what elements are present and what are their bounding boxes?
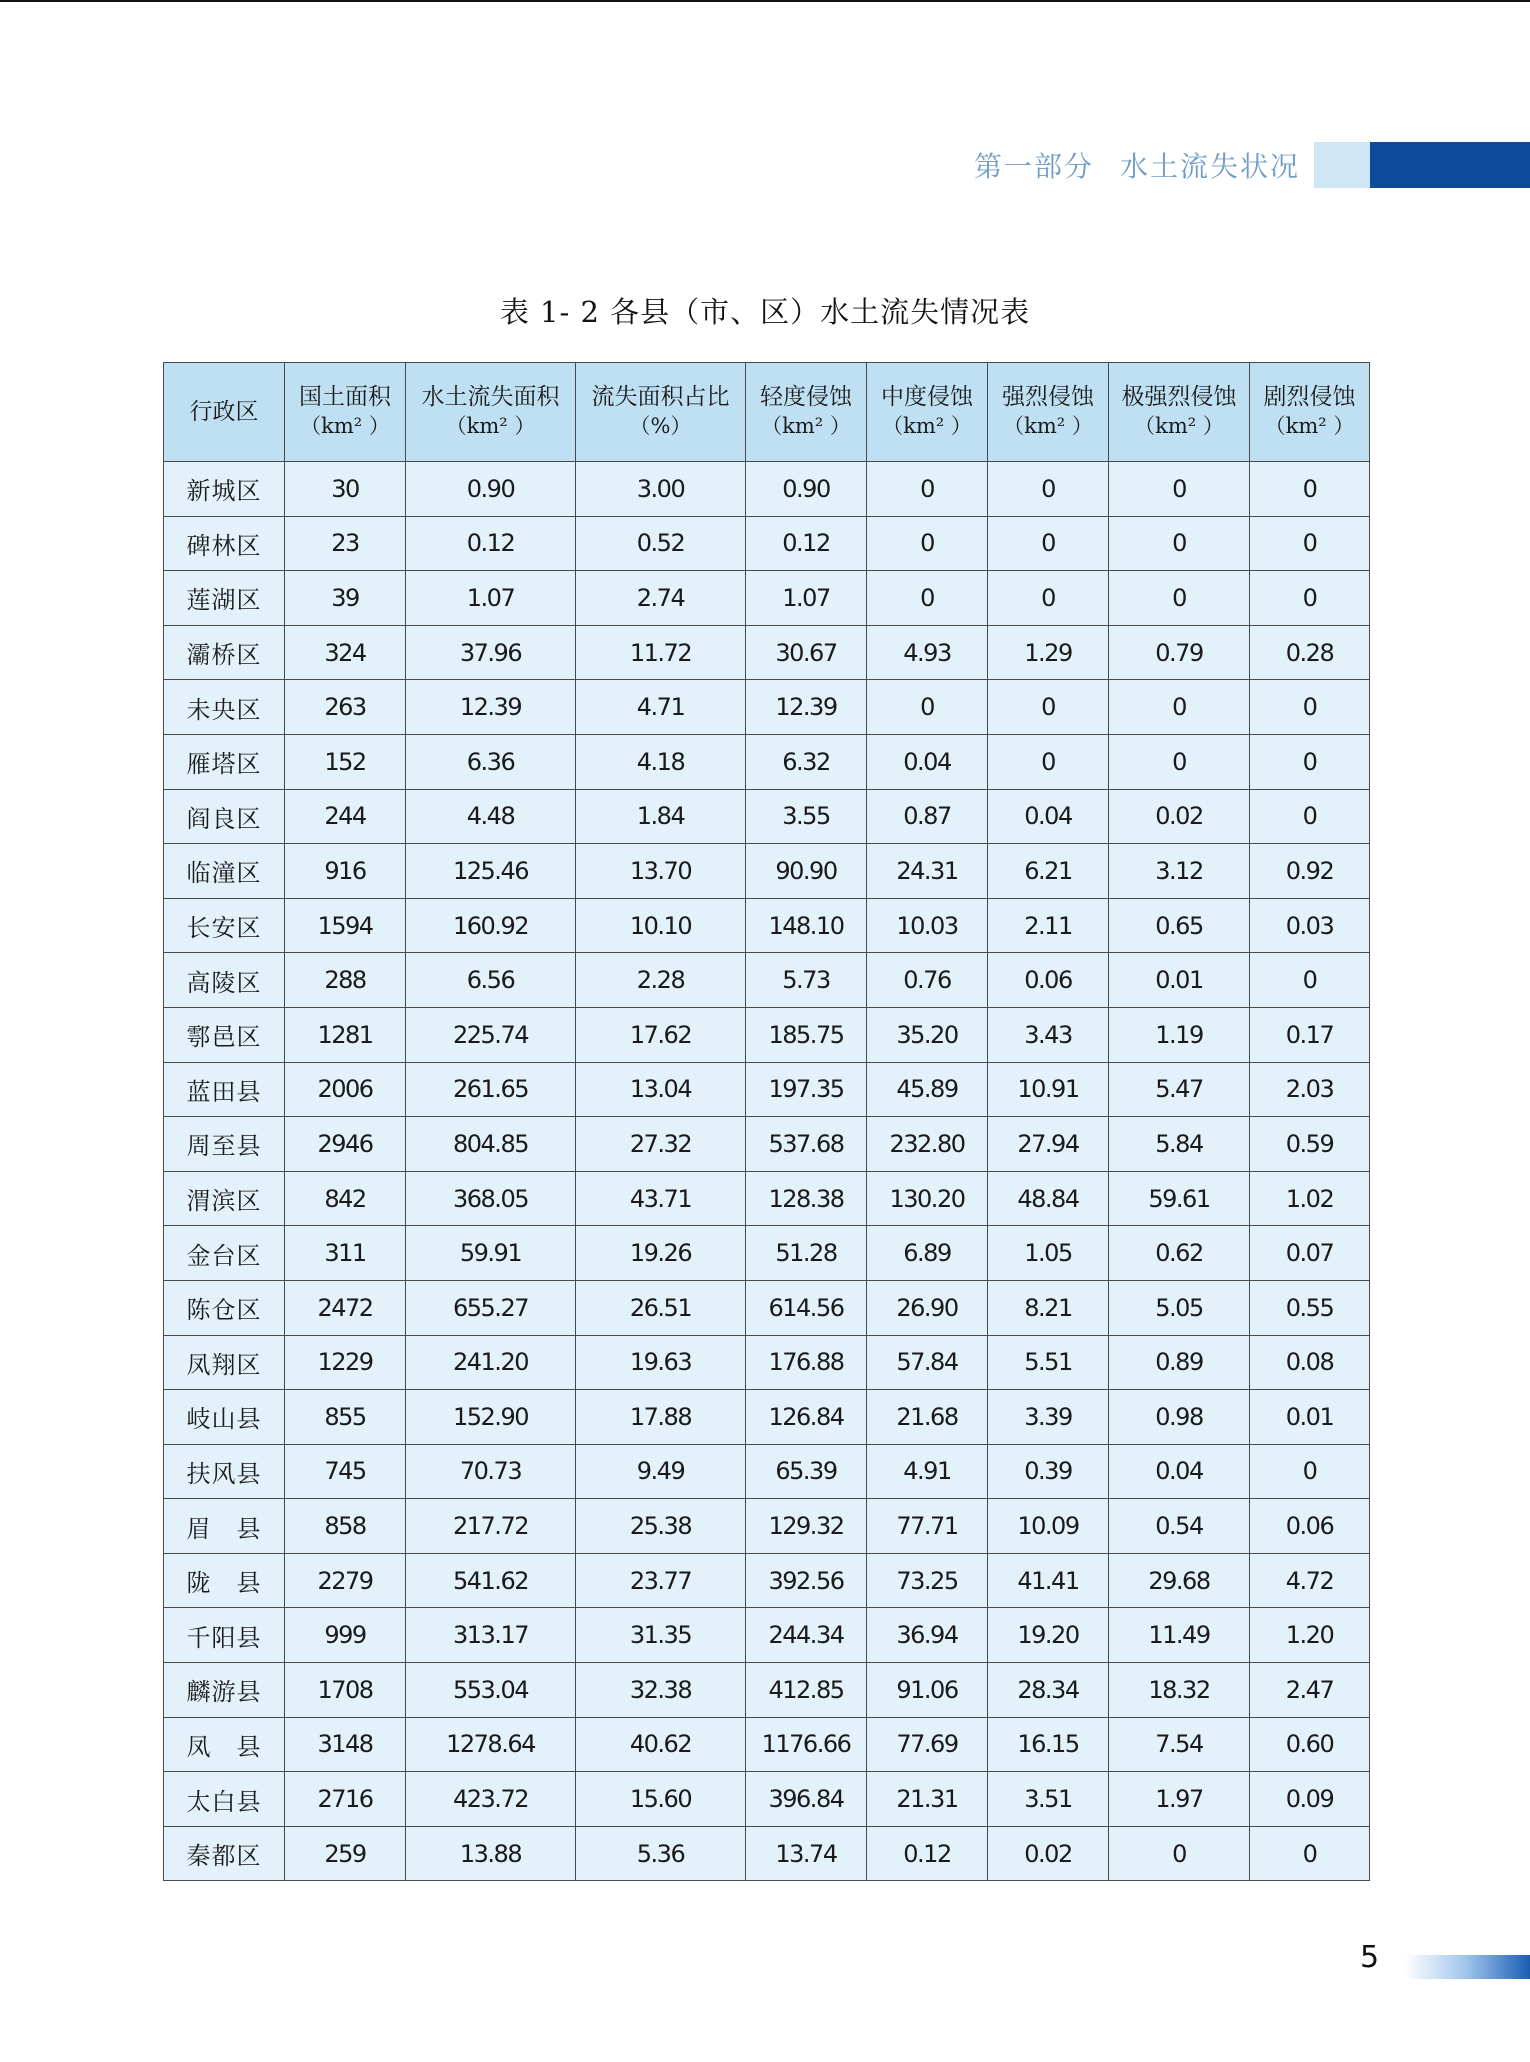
value-cell: 23 (285, 516, 406, 571)
value-cell: 5.05 (1109, 1280, 1250, 1335)
value-cell: 0.89 (1109, 1335, 1250, 1390)
value-cell: 0.28 (1250, 625, 1370, 680)
value-cell: 3.55 (746, 789, 867, 844)
value-cell: 0 (1250, 571, 1370, 626)
value-cell: 0.90 (406, 462, 576, 517)
column-header-name: 中度侵蚀 (881, 384, 973, 410)
value-cell: 41.41 (988, 1553, 1109, 1608)
value-cell: 59.61 (1109, 1171, 1250, 1226)
value-cell: 10.10 (576, 898, 746, 953)
value-cell: 0 (867, 571, 988, 626)
value-cell: 13.88 (406, 1826, 576, 1881)
value-cell: 59.91 (406, 1226, 576, 1281)
value-cell: 2946 (285, 1117, 406, 1172)
value-cell: 324 (285, 625, 406, 680)
value-cell: 745 (285, 1444, 406, 1499)
value-cell: 0 (1250, 680, 1370, 735)
value-cell: 916 (285, 844, 406, 899)
region-cell: 渭滨区 (164, 1171, 285, 1226)
value-cell: 18.32 (1109, 1663, 1250, 1718)
value-cell: 4.72 (1250, 1553, 1370, 1608)
column-header-name: 极强烈侵蚀 (1121, 384, 1237, 410)
value-cell: 1229 (285, 1335, 406, 1390)
value-cell: 32.38 (576, 1663, 746, 1718)
column-header-name: 流失面积占比 (591, 384, 730, 410)
value-cell: 0 (1109, 516, 1250, 571)
region-cell: 秦都区 (164, 1826, 285, 1881)
value-cell: 217.72 (406, 1499, 576, 1554)
value-cell: 288 (285, 953, 406, 1008)
value-cell: 17.62 (576, 1007, 746, 1062)
value-cell: 999 (285, 1608, 406, 1663)
column-header (1109, 363, 1250, 462)
value-cell: 160.92 (406, 898, 576, 953)
column-header (988, 363, 1109, 462)
value-cell: 152.90 (406, 1390, 576, 1445)
section-header (974, 142, 1530, 188)
table-row (164, 734, 1370, 789)
value-cell: 0 (867, 462, 988, 517)
value-cell: 0.04 (1109, 1444, 1250, 1499)
column-header-name: 强烈侵蚀 (1002, 384, 1094, 410)
value-cell: 1176.66 (746, 1717, 867, 1772)
table-row (164, 1390, 1370, 1445)
table-row (164, 625, 1370, 680)
column-header-unit: （km² ） (1134, 414, 1224, 438)
value-cell: 1.19 (1109, 1007, 1250, 1062)
table-row (164, 1553, 1370, 1608)
value-cell: 4.48 (406, 789, 576, 844)
value-cell: 0.06 (988, 953, 1109, 1008)
value-cell: 0.39 (988, 1444, 1109, 1499)
value-cell: 0 (867, 680, 988, 735)
region-cell: 扶风县 (164, 1444, 285, 1499)
value-cell: 804.85 (406, 1117, 576, 1172)
value-cell: 35.20 (867, 1007, 988, 1062)
column-header-unit: （km² ） (300, 414, 390, 438)
value-cell: 0 (867, 516, 988, 571)
column-header (867, 363, 988, 462)
value-cell: 1.97 (1109, 1772, 1250, 1827)
table-row (164, 1226, 1370, 1281)
value-cell: 0 (988, 516, 1109, 571)
region-cell: 莲湖区 (164, 571, 285, 626)
value-cell: 13.74 (746, 1826, 867, 1881)
region-cell: 凤翔区 (164, 1335, 285, 1390)
column-header-name: 剧烈侵蚀 (1263, 384, 1356, 410)
value-cell: 9.49 (576, 1444, 746, 1499)
value-cell: 0 (988, 571, 1109, 626)
column-header-unit: （km² ） (882, 414, 972, 438)
value-cell: 0 (1250, 462, 1370, 517)
value-cell: 24.31 (867, 844, 988, 899)
value-cell: 4.18 (576, 734, 746, 789)
value-cell: 0.04 (867, 734, 988, 789)
value-cell: 0.12 (867, 1826, 988, 1881)
value-cell: 8.21 (988, 1280, 1109, 1335)
value-cell: 0.07 (1250, 1226, 1370, 1281)
value-cell: 0 (1250, 1826, 1370, 1881)
table-row (164, 516, 1370, 571)
value-cell: 128.38 (746, 1171, 867, 1226)
value-cell: 130.20 (867, 1171, 988, 1226)
value-cell: 858 (285, 1499, 406, 1554)
table-row (164, 1499, 1370, 1554)
value-cell: 396.84 (746, 1772, 867, 1827)
value-cell: 3.39 (988, 1390, 1109, 1445)
region-cell: 岐山县 (164, 1390, 285, 1445)
value-cell: 0.52 (576, 516, 746, 571)
value-cell: 11.72 (576, 625, 746, 680)
value-cell: 19.26 (576, 1226, 746, 1281)
value-cell: 39 (285, 571, 406, 626)
value-cell: 0.09 (1250, 1772, 1370, 1827)
value-cell: 0.01 (1109, 953, 1250, 1008)
value-cell: 148.10 (746, 898, 867, 953)
region-cell: 阎良区 (164, 789, 285, 844)
value-cell: 0.90 (746, 462, 867, 517)
value-cell: 10.03 (867, 898, 988, 953)
value-cell: 21.31 (867, 1772, 988, 1827)
region-cell: 陈仓区 (164, 1280, 285, 1335)
value-cell: 10.91 (988, 1062, 1109, 1117)
value-cell: 3.43 (988, 1007, 1109, 1062)
value-cell: 11.49 (1109, 1608, 1250, 1663)
value-cell: 31.35 (576, 1608, 746, 1663)
value-cell: 21.68 (867, 1390, 988, 1445)
value-cell: 0.06 (1250, 1499, 1370, 1554)
value-cell: 614.56 (746, 1280, 867, 1335)
value-cell: 37.96 (406, 625, 576, 680)
value-cell: 125.46 (406, 844, 576, 899)
region-cell: 鄠邑区 (164, 1007, 285, 1062)
value-cell: 1281 (285, 1007, 406, 1062)
value-cell: 1278.64 (406, 1717, 576, 1772)
table-row (164, 462, 1370, 517)
value-cell: 48.84 (988, 1171, 1109, 1226)
value-cell: 197.35 (746, 1062, 867, 1117)
top-rule (0, 0, 1530, 2)
region-cell: 眉 县 (164, 1499, 285, 1554)
value-cell: 5.84 (1109, 1117, 1250, 1172)
value-cell: 2.47 (1250, 1663, 1370, 1718)
section-title (974, 145, 1300, 185)
column-header-name: 行政区 (189, 398, 259, 425)
value-cell: 244 (285, 789, 406, 844)
column-header-unit: （km² ） (1264, 414, 1355, 438)
value-cell: 0 (1250, 789, 1370, 844)
column-header-unit: （km² ） (445, 414, 536, 438)
value-cell: 2006 (285, 1062, 406, 1117)
value-cell: 6.36 (406, 734, 576, 789)
value-cell: 17.88 (576, 1390, 746, 1445)
region-cell: 灞桥区 (164, 625, 285, 680)
table-row (164, 1117, 1370, 1172)
table-row (164, 789, 1370, 844)
value-cell: 16.15 (988, 1717, 1109, 1772)
value-cell: 392.56 (746, 1553, 867, 1608)
value-cell: 129.32 (746, 1499, 867, 1554)
table-row (164, 1280, 1370, 1335)
value-cell: 0 (1109, 462, 1250, 517)
value-cell: 244.34 (746, 1608, 867, 1663)
value-cell: 232.80 (867, 1117, 988, 1172)
region-cell: 蓝田县 (164, 1062, 285, 1117)
value-cell: 5.73 (746, 953, 867, 1008)
value-cell: 77.71 (867, 1499, 988, 1554)
table-row (164, 1826, 1370, 1881)
value-cell: 412.85 (746, 1663, 867, 1718)
value-cell: 4.91 (867, 1444, 988, 1499)
value-cell: 15.60 (576, 1772, 746, 1827)
table-row (164, 1772, 1370, 1827)
value-cell: 29.68 (1109, 1553, 1250, 1608)
value-cell: 30.67 (746, 625, 867, 680)
value-cell: 225.74 (406, 1007, 576, 1062)
value-cell: 1.07 (406, 571, 576, 626)
value-cell: 26.51 (576, 1280, 746, 1335)
value-cell: 36.94 (867, 1608, 988, 1663)
value-cell: 0 (1109, 734, 1250, 789)
region-cell: 周至县 (164, 1117, 285, 1172)
value-cell: 0 (1250, 953, 1370, 1008)
value-cell: 4.93 (867, 625, 988, 680)
value-cell: 12.39 (746, 680, 867, 735)
value-cell: 0.02 (988, 1826, 1109, 1881)
value-cell: 13.04 (576, 1062, 746, 1117)
value-cell: 423.72 (406, 1772, 576, 1827)
value-cell: 0.92 (1250, 844, 1370, 899)
value-cell: 19.63 (576, 1335, 746, 1390)
value-cell: 0.76 (867, 953, 988, 1008)
table-row (164, 1335, 1370, 1390)
value-cell: 28.34 (988, 1663, 1109, 1718)
table-row (164, 1444, 1370, 1499)
value-cell: 2.74 (576, 571, 746, 626)
value-cell: 0 (988, 680, 1109, 735)
region-cell: 碑林区 (164, 516, 285, 571)
value-cell: 0 (1109, 1826, 1250, 1881)
value-cell: 13.70 (576, 844, 746, 899)
value-cell: 91.06 (867, 1663, 988, 1718)
value-cell: 3.51 (988, 1772, 1109, 1827)
table-row (164, 571, 1370, 626)
value-cell: 19.20 (988, 1608, 1109, 1663)
value-cell: 2279 (285, 1553, 406, 1608)
value-cell: 0 (1250, 516, 1370, 571)
region-cell: 长安区 (164, 898, 285, 953)
value-cell: 152 (285, 734, 406, 789)
value-cell: 0 (1109, 571, 1250, 626)
value-cell: 537.68 (746, 1117, 867, 1172)
value-cell: 27.32 (576, 1117, 746, 1172)
value-cell: 10.09 (988, 1499, 1109, 1554)
value-cell: 0 (1109, 680, 1250, 735)
value-cell: 0.04 (988, 789, 1109, 844)
value-cell: 6.32 (746, 734, 867, 789)
value-cell: 0.98 (1109, 1390, 1250, 1445)
value-cell: 6.56 (406, 953, 576, 1008)
value-cell: 6.21 (988, 844, 1109, 899)
value-cell: 43.71 (576, 1171, 746, 1226)
region-cell: 凤 县 (164, 1717, 285, 1772)
value-cell: 77.69 (867, 1717, 988, 1772)
table-row (164, 1062, 1370, 1117)
region-cell: 金台区 (164, 1226, 285, 1281)
value-cell: 259 (285, 1826, 406, 1881)
value-cell: 842 (285, 1171, 406, 1226)
value-cell: 655.27 (406, 1280, 576, 1335)
column-header (746, 363, 867, 462)
column-header-name: 国土面积 (299, 384, 391, 410)
column-header (1250, 363, 1370, 462)
value-cell: 4.71 (576, 680, 746, 735)
value-cell: 0 (1250, 734, 1370, 789)
value-cell: 0.62 (1109, 1226, 1250, 1281)
value-cell: 0.12 (406, 516, 576, 571)
table-row (164, 1717, 1370, 1772)
value-cell: 5.51 (988, 1335, 1109, 1390)
value-cell: 90.90 (746, 844, 867, 899)
table-row (164, 898, 1370, 953)
footer-accent-bar (1405, 1955, 1530, 1979)
value-cell: 73.25 (867, 1553, 988, 1608)
table-row (164, 953, 1370, 1008)
value-cell: 1594 (285, 898, 406, 953)
value-cell: 3.12 (1109, 844, 1250, 899)
value-cell: 263 (285, 680, 406, 735)
value-cell: 368.05 (406, 1171, 576, 1226)
region-cell: 未央区 (164, 680, 285, 735)
value-cell: 5.47 (1109, 1062, 1250, 1117)
value-cell: 0.02 (1109, 789, 1250, 844)
value-cell: 0.79 (1109, 625, 1250, 680)
value-cell: 1.20 (1250, 1608, 1370, 1663)
table-row (164, 844, 1370, 899)
value-cell: 2716 (285, 1772, 406, 1827)
value-cell: 27.94 (988, 1117, 1109, 1172)
table-title: 表 1- 2 各县（市、区）水土流失情况表 (499, 295, 1031, 329)
value-cell: 0.59 (1250, 1117, 1370, 1172)
value-cell: 0.55 (1250, 1280, 1370, 1335)
value-cell: 26.90 (867, 1280, 988, 1335)
value-cell: 311 (285, 1226, 406, 1281)
column-header-name: 轻度侵蚀 (760, 384, 852, 410)
header-accent-dark (1370, 142, 1530, 188)
part-label: 第一部分 (973, 150, 1094, 183)
value-cell: 126.84 (746, 1390, 867, 1445)
column-header (285, 363, 406, 462)
soil-erosion-table (163, 362, 1370, 1881)
value-cell: 0.01 (1250, 1390, 1370, 1445)
value-cell: 2.03 (1250, 1062, 1370, 1117)
table-row (164, 680, 1370, 735)
column-header (406, 363, 576, 462)
value-cell: 313.17 (406, 1608, 576, 1663)
value-cell: 0.03 (1250, 898, 1370, 953)
region-cell: 麟游县 (164, 1663, 285, 1718)
table-header-row (164, 363, 1370, 462)
value-cell: 0.54 (1109, 1499, 1250, 1554)
value-cell: 6.89 (867, 1226, 988, 1281)
value-cell: 23.77 (576, 1553, 746, 1608)
value-cell: 541.62 (406, 1553, 576, 1608)
region-cell: 临潼区 (164, 844, 285, 899)
column-header-unit: （%） (629, 414, 692, 438)
column-header (164, 363, 285, 462)
region-cell: 新城区 (164, 462, 285, 517)
column-header-unit: （km² ） (1003, 414, 1093, 438)
table-body (164, 462, 1370, 1881)
value-cell: 176.88 (746, 1335, 867, 1390)
value-cell: 0.17 (1250, 1007, 1370, 1062)
column-header-unit: （km² ） (761, 414, 851, 438)
column-header (576, 363, 746, 462)
value-cell: 0.08 (1250, 1335, 1370, 1390)
value-cell: 1.07 (746, 571, 867, 626)
region-cell: 陇 县 (164, 1553, 285, 1608)
region-cell: 高陵区 (164, 953, 285, 1008)
value-cell: 241.20 (406, 1335, 576, 1390)
table-row (164, 1007, 1370, 1062)
value-cell: 0 (988, 462, 1109, 517)
value-cell: 261.65 (406, 1062, 576, 1117)
value-cell: 5.36 (576, 1826, 746, 1881)
value-cell: 0.12 (746, 516, 867, 571)
value-cell: 1.05 (988, 1226, 1109, 1281)
value-cell: 65.39 (746, 1444, 867, 1499)
region-cell: 千阳县 (164, 1608, 285, 1663)
section-label: 水土流失状况 (1119, 150, 1300, 183)
value-cell: 12.39 (406, 680, 576, 735)
value-cell: 2.11 (988, 898, 1109, 953)
value-cell: 855 (285, 1390, 406, 1445)
value-cell: 57.84 (867, 1335, 988, 1390)
value-cell: 0 (988, 734, 1109, 789)
page-number: 5 (1360, 1940, 1380, 1975)
value-cell: 3.00 (576, 462, 746, 517)
value-cell: 3148 (285, 1717, 406, 1772)
region-cell: 雁塔区 (164, 734, 285, 789)
region-cell: 太白县 (164, 1772, 285, 1827)
value-cell: 0.87 (867, 789, 988, 844)
table-row (164, 1608, 1370, 1663)
column-header-name: 水土流失面积 (421, 384, 560, 410)
value-cell: 185.75 (746, 1007, 867, 1062)
table-row (164, 1663, 1370, 1718)
value-cell: 2.28 (576, 953, 746, 1008)
value-cell: 0.60 (1250, 1717, 1370, 1772)
value-cell: 0.65 (1109, 898, 1250, 953)
value-cell: 1.02 (1250, 1171, 1370, 1226)
table-row (164, 1171, 1370, 1226)
value-cell: 30 (285, 462, 406, 517)
value-cell: 553.04 (406, 1663, 576, 1718)
header-accent-light (1314, 142, 1370, 188)
value-cell: 51.28 (746, 1226, 867, 1281)
value-cell: 2472 (285, 1280, 406, 1335)
value-cell: 1.29 (988, 625, 1109, 680)
value-cell: 7.54 (1109, 1717, 1250, 1772)
value-cell: 1.84 (576, 789, 746, 844)
value-cell: 70.73 (406, 1444, 576, 1499)
value-cell: 45.89 (867, 1062, 988, 1117)
value-cell: 0 (1250, 1444, 1370, 1499)
value-cell: 25.38 (576, 1499, 746, 1554)
value-cell: 40.62 (576, 1717, 746, 1772)
value-cell: 1708 (285, 1663, 406, 1718)
